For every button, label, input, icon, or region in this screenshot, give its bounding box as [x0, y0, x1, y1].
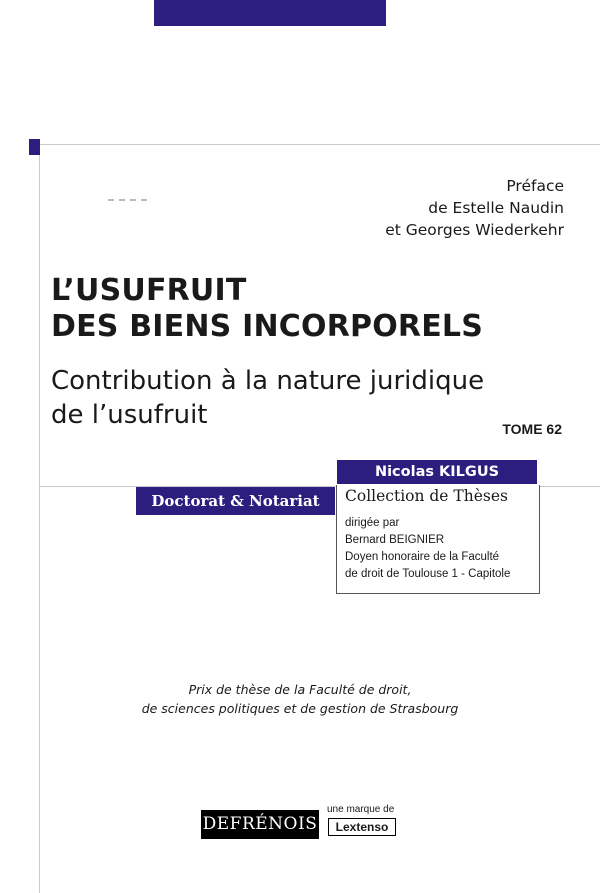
- book-subtitle: [51, 364, 484, 432]
- publisher-logo: DEFRÉNOIS: [201, 810, 319, 839]
- book-title: [51, 273, 483, 345]
- prize-line: de sciences politiques et de gestion de Strasbourg: [141, 701, 459, 716]
- author-name: Nicolas KILGUS: [337, 460, 537, 484]
- collection-box: [336, 485, 540, 594]
- collection-title: Collection de Thèses: [345, 487, 508, 505]
- collection-detail-line: de droit de Toulouse 1 - Capitole: [345, 568, 511, 580]
- brand-logo: Lextenso: [328, 818, 396, 836]
- decorative-dashes: [108, 199, 148, 201]
- collection-details: [345, 515, 510, 583]
- prize-note: [0, 680, 600, 718]
- preface-block: [385, 175, 564, 241]
- frame-top-rule: [40, 144, 600, 145]
- tome-number: TOME 62: [502, 421, 562, 437]
- preface-line: de Estelle Naudin: [428, 199, 564, 217]
- collection-detail-line: Bernard BEIGNIER: [345, 534, 445, 546]
- subtitle-line: Contribution à la nature juridique: [51, 366, 485, 396]
- frame-corner-mark: [29, 139, 40, 155]
- title-line: L’USUFRUIT: [51, 273, 247, 308]
- preface-line: et Georges Wiederkehr: [385, 221, 564, 239]
- subtitle-line: de l’usufruit: [51, 400, 208, 430]
- title-line: DES BIENS INCORPORELS: [51, 309, 484, 344]
- series-label: Doctorat & Notariat: [136, 487, 335, 515]
- collection-detail-line: dirigée par: [345, 517, 400, 529]
- top-color-band: [154, 0, 386, 26]
- frame-left-rule: [39, 144, 40, 893]
- collection-detail-line: Doyen honoraire de la Faculté: [345, 551, 500, 563]
- prize-line: Prix de thèse de la Faculté de droit,: [188, 682, 412, 697]
- preface-line: Préface: [506, 177, 564, 195]
- publisher-tagline: une marque de: [327, 804, 395, 815]
